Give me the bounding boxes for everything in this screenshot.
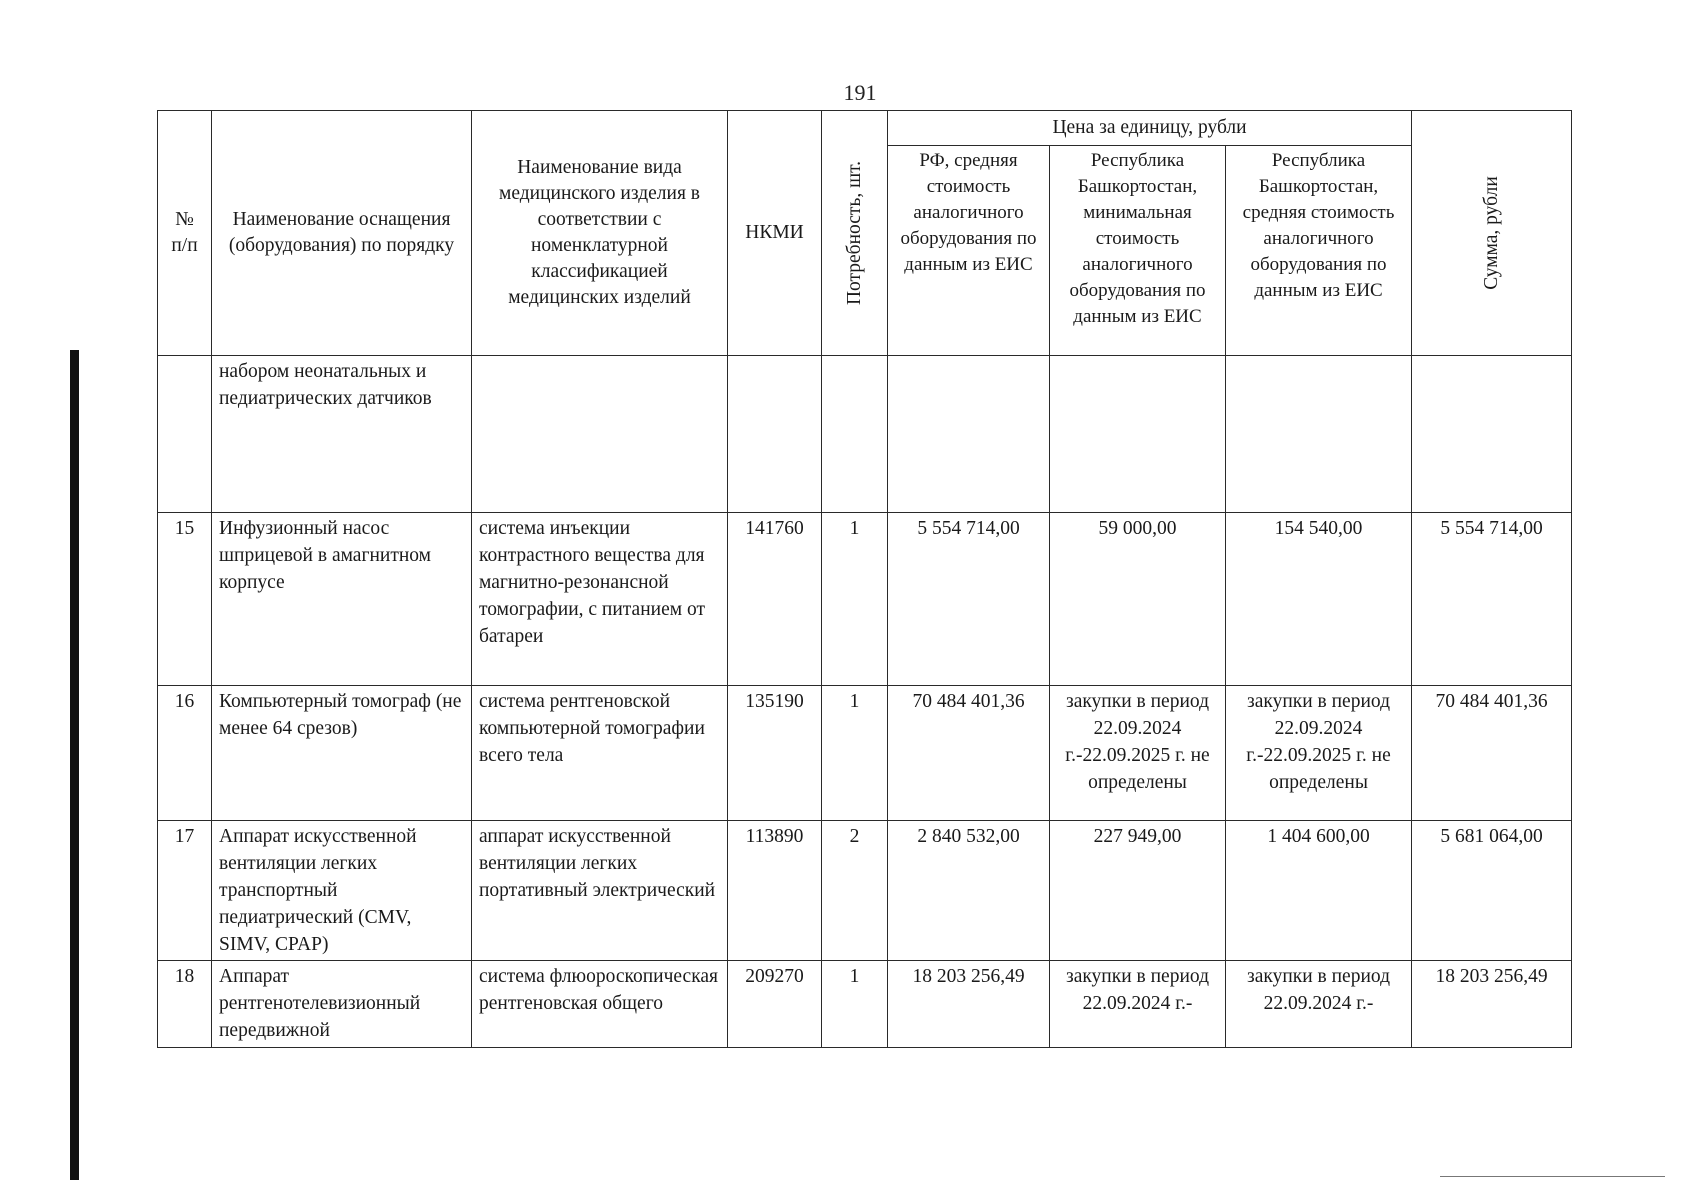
table-row-continuation: [158, 356, 1572, 513]
cell-name: Инфузионный насос шприцевой в амагнитном корпусе: [212, 513, 472, 686]
cell-nkmi: [728, 356, 822, 513]
cell-price-rf-avg: [888, 356, 1050, 513]
header-price-group: Цена за единицу, рубли: [888, 111, 1412, 146]
header-sum-label: Сумма, рубли: [1480, 176, 1502, 290]
cell-price-rf-avg: 5 554 714,00: [888, 513, 1050, 686]
header-sum: [1412, 111, 1572, 356]
cell-need: [822, 356, 888, 513]
header-price-rf-avg: РФ, средняя стоимость аналогичного оборудования по данным из ЕИС: [888, 145, 1050, 355]
cell-sum: [1412, 356, 1572, 513]
header-price-rb-avg: Республика Башкортостан, средняя стоимость аналогичного оборудования по данным из ЕИС: [1226, 145, 1412, 355]
header-num: № п/п: [158, 111, 212, 356]
cell-num: [158, 356, 212, 513]
table-row: [158, 513, 1572, 686]
table-row: [158, 821, 1572, 961]
scan-line-mark: [1440, 1176, 1665, 1177]
table-row: [158, 961, 1572, 1048]
cell-kind: система инъекции контрастного вещества для магнитно-резонансной томографии, с питанием от батареи: [472, 513, 728, 686]
cell-num: 17: [158, 821, 212, 961]
cell-sum: 18 203 256,49: [1412, 961, 1572, 1048]
cell-num: 15: [158, 513, 212, 686]
cell-name: Компьютерный томограф (не менее 64 срезов): [212, 686, 472, 821]
cell-need: 1: [822, 513, 888, 686]
cell-num: 18: [158, 961, 212, 1048]
scan-edge-mark: [70, 350, 79, 1180]
cell-need: 2: [822, 821, 888, 961]
equipment-table: [157, 110, 1572, 1048]
cell-price-rb-min: 227 949,00: [1050, 821, 1226, 961]
cell-price-rb-min: закупки в период 22.09.2024 г.-22.09.2025 г. не определены: [1050, 686, 1226, 821]
cell-price-rb-avg: [1226, 356, 1412, 513]
cell-name: Аппарат искусственной вентиляции легких транспортный педиатрический (CMV, SIMV, CPAP): [212, 821, 472, 961]
cell-num: 16: [158, 686, 212, 821]
cell-need: 1: [822, 961, 888, 1048]
cell-price-rb-avg: закупки в период 22.09.2024 г.-22.09.2025 г. не определены: [1226, 686, 1412, 821]
header-kind: Наименование вида медицинского изделия в соответствии с номенклатурной классификацией медицинских изделий: [472, 111, 728, 356]
cell-name: набором неонатальных и педиатрических датчиков: [212, 356, 472, 513]
cell-price-rb-avg: 1 404 600,00: [1226, 821, 1412, 961]
cell-sum: 5 554 714,00: [1412, 513, 1572, 686]
cell-price-rf-avg: 2 840 532,00: [888, 821, 1050, 961]
cell-name: Аппарат рентгенотелевизионный передвижной: [212, 961, 472, 1048]
header-name: Наименование оснащения (оборудования) по порядку: [212, 111, 472, 356]
header-need-label: Потребность, шт.: [843, 160, 865, 306]
cell-price-rb-min: [1050, 356, 1226, 513]
cell-kind: аппарат искусственной вентиляции легких портативный электрический: [472, 821, 728, 961]
cell-nkmi: 141760: [728, 513, 822, 686]
cell-need: 1: [822, 686, 888, 821]
cell-nkmi: 113890: [728, 821, 822, 961]
cell-price-rb-min: закупки в период 22.09.2024 г.-: [1050, 961, 1226, 1048]
header-nkmi: НКМИ: [728, 111, 822, 356]
cell-kind: система рентгеновской компьютерной томографии всего тела: [472, 686, 728, 821]
cell-sum: 70 484 401,36: [1412, 686, 1572, 821]
cell-kind: [472, 356, 728, 513]
cell-price-rb-min: 59 000,00: [1050, 513, 1226, 686]
cell-nkmi: 209270: [728, 961, 822, 1048]
cell-nkmi: 135190: [728, 686, 822, 821]
header-price-rb-min: Республика Башкортостан, минимальная стоимость аналогичного оборудования по данным из ЕИС: [1050, 145, 1226, 355]
cell-price-rf-avg: 70 484 401,36: [888, 686, 1050, 821]
cell-price-rf-avg: 18 203 256,49: [888, 961, 1050, 1048]
page-number: 191: [843, 80, 877, 105]
cell-kind: система флюороскопическая рентгеновская общего: [472, 961, 728, 1048]
cell-price-rb-avg: 154 540,00: [1226, 513, 1412, 686]
header-need: [822, 111, 888, 356]
cell-sum: 5 681 064,00: [1412, 821, 1572, 961]
table-row: [158, 686, 1572, 821]
cell-price-rb-avg: закупки в период 22.09.2024 г.-: [1226, 961, 1412, 1048]
